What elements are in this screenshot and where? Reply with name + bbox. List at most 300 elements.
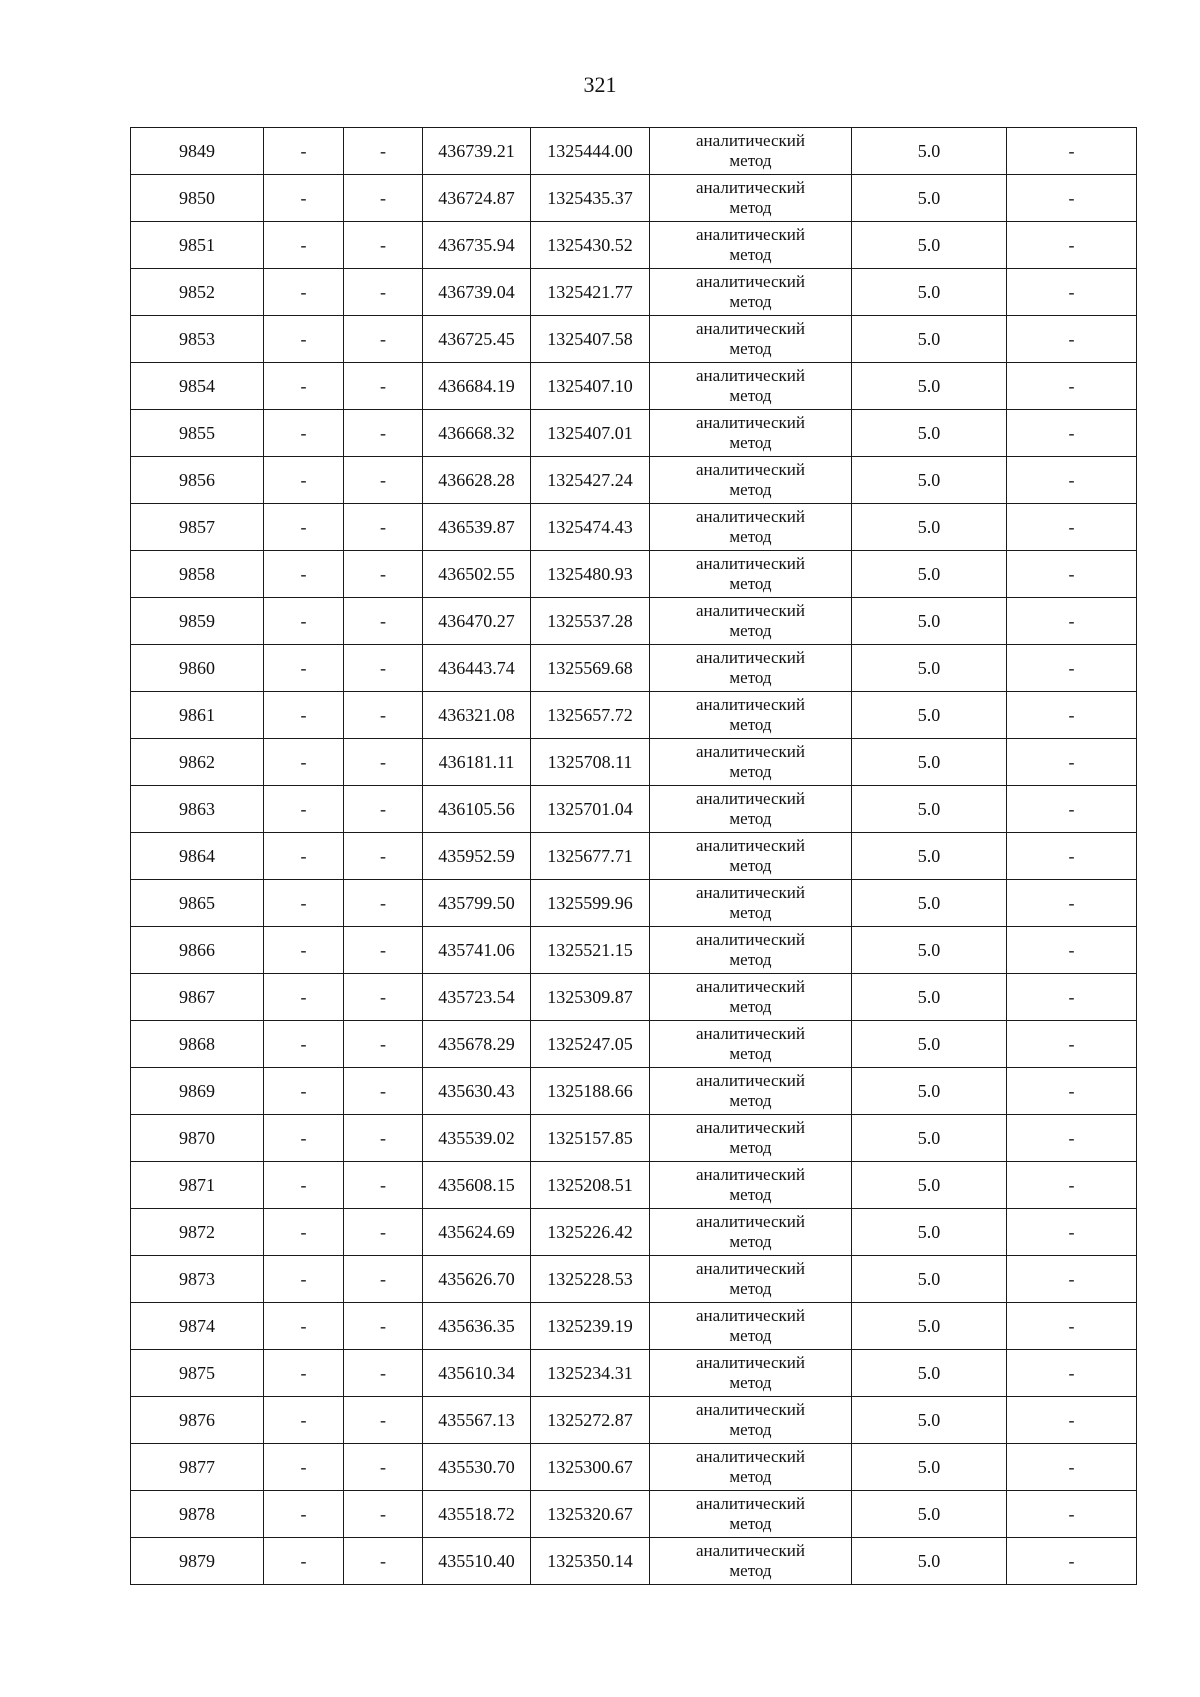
accuracy-cell: 5.0 (852, 739, 1007, 786)
method-cell (650, 833, 852, 880)
table-row (131, 1350, 1137, 1397)
method-cell (650, 1115, 852, 1162)
column-3-cell: - (344, 128, 423, 175)
x-coordinate-cell: 436181.11 (423, 739, 531, 786)
column-8-cell: - (1007, 786, 1137, 833)
method-text-line: метод (729, 292, 772, 311)
table-row (131, 833, 1137, 880)
method-cell (650, 551, 852, 598)
y-coordinate-cell: 1325537.28 (531, 598, 650, 645)
y-coordinate-cell: 1325708.11 (531, 739, 650, 786)
method-cell (650, 1444, 852, 1491)
point-number-cell: 9857 (131, 504, 264, 551)
method-cell (650, 128, 852, 175)
method-text-line: аналитический (696, 836, 805, 855)
accuracy-cell: 5.0 (852, 1491, 1007, 1538)
point-number-cell: 9869 (131, 1068, 264, 1115)
point-number-cell: 9854 (131, 363, 264, 410)
accuracy-cell: 5.0 (852, 316, 1007, 363)
y-coordinate-cell: 1325427.24 (531, 457, 650, 504)
table-row (131, 739, 1137, 786)
column-8-cell: - (1007, 128, 1137, 175)
x-coordinate-cell: 435518.72 (423, 1491, 531, 1538)
method-text-line: метод (729, 245, 772, 264)
column-8-cell: - (1007, 692, 1137, 739)
method-cell (650, 1162, 852, 1209)
y-coordinate-cell: 1325350.14 (531, 1538, 650, 1585)
y-coordinate-cell: 1325320.67 (531, 1491, 650, 1538)
y-coordinate-cell: 1325157.85 (531, 1115, 650, 1162)
column-3-cell: - (344, 457, 423, 504)
column-2-cell: - (264, 645, 344, 692)
accuracy-cell: 5.0 (852, 1350, 1007, 1397)
column-8-cell: - (1007, 739, 1137, 786)
x-coordinate-cell: 435952.59 (423, 833, 531, 880)
table-row (131, 363, 1137, 410)
column-3-cell: - (344, 927, 423, 974)
accuracy-cell: 5.0 (852, 1444, 1007, 1491)
method-text-line: метод (729, 1514, 772, 1533)
accuracy-cell: 5.0 (852, 1397, 1007, 1444)
y-coordinate-cell: 1325247.05 (531, 1021, 650, 1068)
column-3-cell: - (344, 645, 423, 692)
method-text-line: метод (729, 1091, 772, 1110)
table-body (131, 128, 1137, 1585)
method-text-line: аналитический (696, 178, 805, 197)
table-row (131, 786, 1137, 833)
accuracy-cell: 5.0 (852, 833, 1007, 880)
method-text-line: метод (729, 1185, 772, 1204)
column-3-cell: - (344, 1209, 423, 1256)
method-text-line: метод (729, 151, 772, 170)
accuracy-cell: 5.0 (852, 1115, 1007, 1162)
table-row (131, 1021, 1137, 1068)
method-text-line: аналитический (696, 1306, 805, 1325)
method-cell (650, 927, 852, 974)
method-cell (650, 504, 852, 551)
method-text-line: метод (729, 1279, 772, 1298)
method-cell (650, 1491, 852, 1538)
accuracy-cell: 5.0 (852, 692, 1007, 739)
x-coordinate-cell: 435624.69 (423, 1209, 531, 1256)
column-2-cell: - (264, 1491, 344, 1538)
method-text-line: метод (729, 809, 772, 828)
point-number-cell: 9870 (131, 1115, 264, 1162)
point-number-cell: 9852 (131, 269, 264, 316)
y-coordinate-cell: 1325239.19 (531, 1303, 650, 1350)
column-8-cell: - (1007, 1491, 1137, 1538)
method-text-line: аналитический (696, 1118, 805, 1137)
table-row (131, 1256, 1137, 1303)
y-coordinate-cell: 1325474.43 (531, 504, 650, 551)
column-8-cell: - (1007, 927, 1137, 974)
column-8-cell: - (1007, 1021, 1137, 1068)
column-3-cell: - (344, 551, 423, 598)
method-text-line: метод (729, 950, 772, 969)
method-text-line: аналитический (696, 601, 805, 620)
column-3-cell: - (344, 316, 423, 363)
accuracy-cell: 5.0 (852, 598, 1007, 645)
y-coordinate-cell: 1325188.66 (531, 1068, 650, 1115)
point-number-cell: 9877 (131, 1444, 264, 1491)
column-2-cell: - (264, 128, 344, 175)
y-coordinate-cell: 1325430.52 (531, 222, 650, 269)
method-text-line: аналитический (696, 319, 805, 338)
method-cell (650, 1303, 852, 1350)
column-2-cell: - (264, 504, 344, 551)
column-8-cell: - (1007, 1162, 1137, 1209)
table-row (131, 222, 1137, 269)
column-2-cell: - (264, 1444, 344, 1491)
accuracy-cell: 5.0 (852, 927, 1007, 974)
column-8-cell: - (1007, 598, 1137, 645)
method-text-line: аналитический (696, 413, 805, 432)
y-coordinate-cell: 1325435.37 (531, 175, 650, 222)
column-2-cell: - (264, 974, 344, 1021)
point-number-cell: 9864 (131, 833, 264, 880)
table-row (131, 551, 1137, 598)
method-text-line: аналитический (696, 789, 805, 808)
table-row (131, 645, 1137, 692)
point-number-cell: 9860 (131, 645, 264, 692)
table-row (131, 598, 1137, 645)
table-row (131, 175, 1137, 222)
accuracy-cell: 5.0 (852, 504, 1007, 551)
y-coordinate-cell: 1325701.04 (531, 786, 650, 833)
accuracy-cell: 5.0 (852, 1256, 1007, 1303)
column-8-cell: - (1007, 504, 1137, 551)
method-cell (650, 1350, 852, 1397)
column-8-cell: - (1007, 1350, 1137, 1397)
point-number-cell: 9878 (131, 1491, 264, 1538)
point-number-cell: 9879 (131, 1538, 264, 1585)
method-text-line: метод (729, 1044, 772, 1063)
column-3-cell: - (344, 1491, 423, 1538)
x-coordinate-cell: 435567.13 (423, 1397, 531, 1444)
method-text-line: аналитический (696, 930, 805, 949)
column-3-cell: - (344, 1115, 423, 1162)
y-coordinate-cell: 1325444.00 (531, 128, 650, 175)
y-coordinate-cell: 1325407.10 (531, 363, 650, 410)
column-8-cell: - (1007, 1444, 1137, 1491)
point-number-cell: 9859 (131, 598, 264, 645)
x-coordinate-cell: 435630.43 (423, 1068, 531, 1115)
column-2-cell: - (264, 1068, 344, 1115)
table-row (131, 1162, 1137, 1209)
point-number-cell: 9868 (131, 1021, 264, 1068)
column-8-cell: - (1007, 1538, 1137, 1585)
column-8-cell: - (1007, 457, 1137, 504)
x-coordinate-cell: 436725.45 (423, 316, 531, 363)
method-text-line: аналитический (696, 460, 805, 479)
method-text-line: аналитический (696, 695, 805, 714)
method-text-line: аналитический (696, 1494, 805, 1513)
point-number-cell: 9849 (131, 128, 264, 175)
table-row (131, 1491, 1137, 1538)
x-coordinate-cell: 436321.08 (423, 692, 531, 739)
column-8-cell: - (1007, 175, 1137, 222)
point-number-cell: 9875 (131, 1350, 264, 1397)
method-text-line: метод (729, 527, 772, 546)
method-text-line: метод (729, 715, 772, 734)
point-number-cell: 9865 (131, 880, 264, 927)
method-text-line: метод (729, 621, 772, 640)
point-number-cell: 9873 (131, 1256, 264, 1303)
table-row (131, 1397, 1137, 1444)
method-cell (650, 175, 852, 222)
accuracy-cell: 5.0 (852, 1303, 1007, 1350)
column-8-cell: - (1007, 1209, 1137, 1256)
y-coordinate-cell: 1325599.96 (531, 880, 650, 927)
method-text-line: аналитический (696, 225, 805, 244)
method-text-line: метод (729, 668, 772, 687)
method-cell (650, 739, 852, 786)
column-2-cell: - (264, 1350, 344, 1397)
method-cell (650, 1068, 852, 1115)
point-number-cell: 9856 (131, 457, 264, 504)
accuracy-cell: 5.0 (852, 363, 1007, 410)
accuracy-cell: 5.0 (852, 786, 1007, 833)
method-text-line: метод (729, 1373, 772, 1392)
column-8-cell: - (1007, 316, 1137, 363)
x-coordinate-cell: 436443.74 (423, 645, 531, 692)
column-3-cell: - (344, 692, 423, 739)
column-2-cell: - (264, 222, 344, 269)
x-coordinate-cell: 435539.02 (423, 1115, 531, 1162)
method-cell (650, 269, 852, 316)
column-3-cell: - (344, 1444, 423, 1491)
column-8-cell: - (1007, 269, 1137, 316)
method-text-line: метод (729, 997, 772, 1016)
method-cell (650, 692, 852, 739)
column-3-cell: - (344, 1303, 423, 1350)
column-3-cell: - (344, 880, 423, 927)
column-3-cell: - (344, 1397, 423, 1444)
table-row (131, 1209, 1137, 1256)
column-8-cell: - (1007, 833, 1137, 880)
point-number-cell: 9871 (131, 1162, 264, 1209)
accuracy-cell: 5.0 (852, 222, 1007, 269)
method-text-line: метод (729, 386, 772, 405)
method-text-line: аналитический (696, 1165, 805, 1184)
method-text-line: аналитический (696, 1400, 805, 1419)
table-row (131, 410, 1137, 457)
column-8-cell: - (1007, 363, 1137, 410)
method-cell (650, 1021, 852, 1068)
point-number-cell: 9850 (131, 175, 264, 222)
y-coordinate-cell: 1325569.68 (531, 645, 650, 692)
method-text-line: метод (729, 574, 772, 593)
table-row (131, 1068, 1137, 1115)
column-2-cell: - (264, 457, 344, 504)
method-text-line: аналитический (696, 507, 805, 526)
column-2-cell: - (264, 1115, 344, 1162)
x-coordinate-cell: 436105.56 (423, 786, 531, 833)
point-number-cell: 9851 (131, 222, 264, 269)
x-coordinate-cell: 436724.87 (423, 175, 531, 222)
column-3-cell: - (344, 1350, 423, 1397)
column-3-cell: - (344, 786, 423, 833)
column-2-cell: - (264, 598, 344, 645)
column-8-cell: - (1007, 880, 1137, 927)
method-text-line: аналитический (696, 1353, 805, 1372)
table-row (131, 1303, 1137, 1350)
column-8-cell: - (1007, 410, 1137, 457)
method-text-line: аналитический (696, 1447, 805, 1466)
method-cell (650, 1538, 852, 1585)
method-text-line: аналитический (696, 742, 805, 761)
column-3-cell: - (344, 504, 423, 551)
column-2-cell: - (264, 1021, 344, 1068)
method-cell (650, 974, 852, 1021)
point-number-cell: 9867 (131, 974, 264, 1021)
x-coordinate-cell: 436539.87 (423, 504, 531, 551)
accuracy-cell: 5.0 (852, 645, 1007, 692)
x-coordinate-cell: 435610.34 (423, 1350, 531, 1397)
y-coordinate-cell: 1325228.53 (531, 1256, 650, 1303)
column-3-cell: - (344, 363, 423, 410)
column-2-cell: - (264, 551, 344, 598)
column-3-cell: - (344, 598, 423, 645)
method-text-line: аналитический (696, 366, 805, 385)
method-text-line: аналитический (696, 131, 805, 150)
method-cell (650, 645, 852, 692)
accuracy-cell: 5.0 (852, 175, 1007, 222)
column-2-cell: - (264, 1397, 344, 1444)
method-text-line: метод (729, 856, 772, 875)
point-number-cell: 9862 (131, 739, 264, 786)
column-3-cell: - (344, 1068, 423, 1115)
method-cell (650, 363, 852, 410)
page-number: 321 (583, 72, 617, 97)
point-number-cell: 9874 (131, 1303, 264, 1350)
x-coordinate-cell: 436628.28 (423, 457, 531, 504)
table-row (131, 1538, 1137, 1585)
column-8-cell: - (1007, 1068, 1137, 1115)
method-text-line: метод (729, 1420, 772, 1439)
point-number-cell: 9866 (131, 927, 264, 974)
table-row (131, 1115, 1137, 1162)
table-row (131, 316, 1137, 363)
column-2-cell: - (264, 175, 344, 222)
coordinates-table (130, 127, 1137, 1585)
y-coordinate-cell: 1325407.58 (531, 316, 650, 363)
method-text-line: аналитический (696, 1259, 805, 1278)
x-coordinate-cell: 436470.27 (423, 598, 531, 645)
table-row (131, 269, 1137, 316)
column-3-cell: - (344, 410, 423, 457)
column-8-cell: - (1007, 1303, 1137, 1350)
column-3-cell: - (344, 1021, 423, 1068)
method-cell (650, 316, 852, 363)
accuracy-cell: 5.0 (852, 410, 1007, 457)
point-number-cell: 9861 (131, 692, 264, 739)
column-3-cell: - (344, 974, 423, 1021)
x-coordinate-cell: 435723.54 (423, 974, 531, 1021)
point-number-cell: 9863 (131, 786, 264, 833)
method-text-line: аналитический (696, 1071, 805, 1090)
method-text-line: метод (729, 1326, 772, 1345)
x-coordinate-cell: 436668.32 (423, 410, 531, 457)
column-2-cell: - (264, 880, 344, 927)
method-text-line: метод (729, 903, 772, 922)
method-cell (650, 598, 852, 645)
column-2-cell: - (264, 739, 344, 786)
accuracy-cell: 5.0 (852, 1068, 1007, 1115)
x-coordinate-cell: 435530.70 (423, 1444, 531, 1491)
method-text-line: метод (729, 1232, 772, 1251)
y-coordinate-cell: 1325226.42 (531, 1209, 650, 1256)
column-2-cell: - (264, 1256, 344, 1303)
method-text-line: метод (729, 1138, 772, 1157)
column-8-cell: - (1007, 1256, 1137, 1303)
method-cell (650, 880, 852, 927)
method-text-line: метод (729, 433, 772, 452)
column-2-cell: - (264, 1303, 344, 1350)
column-2-cell: - (264, 1538, 344, 1585)
method-cell (650, 410, 852, 457)
x-coordinate-cell: 436502.55 (423, 551, 531, 598)
column-2-cell: - (264, 692, 344, 739)
table-row (131, 692, 1137, 739)
table-row (131, 1444, 1137, 1491)
y-coordinate-cell: 1325480.93 (531, 551, 650, 598)
accuracy-cell: 5.0 (852, 1538, 1007, 1585)
column-2-cell: - (264, 927, 344, 974)
x-coordinate-cell: 436739.21 (423, 128, 531, 175)
x-coordinate-cell: 435510.40 (423, 1538, 531, 1585)
method-text-line: метод (729, 1561, 772, 1580)
column-3-cell: - (344, 833, 423, 880)
x-coordinate-cell: 435636.35 (423, 1303, 531, 1350)
column-2-cell: - (264, 786, 344, 833)
method-cell (650, 786, 852, 833)
y-coordinate-cell: 1325677.71 (531, 833, 650, 880)
y-coordinate-cell: 1325208.51 (531, 1162, 650, 1209)
table-row (131, 880, 1137, 927)
accuracy-cell: 5.0 (852, 974, 1007, 1021)
x-coordinate-cell: 436684.19 (423, 363, 531, 410)
accuracy-cell: 5.0 (852, 457, 1007, 504)
point-number-cell: 9876 (131, 1397, 264, 1444)
column-2-cell: - (264, 363, 344, 410)
y-coordinate-cell: 1325657.72 (531, 692, 650, 739)
method-text-line: аналитический (696, 977, 805, 996)
column-3-cell: - (344, 739, 423, 786)
accuracy-cell: 5.0 (852, 269, 1007, 316)
column-8-cell: - (1007, 974, 1137, 1021)
accuracy-cell: 5.0 (852, 880, 1007, 927)
column-2-cell: - (264, 316, 344, 363)
y-coordinate-cell: 1325407.01 (531, 410, 650, 457)
x-coordinate-cell: 435626.70 (423, 1256, 531, 1303)
table-row (131, 504, 1137, 551)
y-coordinate-cell: 1325300.67 (531, 1444, 650, 1491)
method-text-line: метод (729, 1467, 772, 1486)
y-coordinate-cell: 1325521.15 (531, 927, 650, 974)
method-text-line: метод (729, 762, 772, 781)
method-cell (650, 1209, 852, 1256)
accuracy-cell: 5.0 (852, 1209, 1007, 1256)
column-3-cell: - (344, 269, 423, 316)
point-number-cell: 9853 (131, 316, 264, 363)
column-8-cell: - (1007, 645, 1137, 692)
accuracy-cell: 5.0 (852, 128, 1007, 175)
method-text-line: метод (729, 480, 772, 499)
y-coordinate-cell: 1325234.31 (531, 1350, 650, 1397)
column-2-cell: - (264, 1209, 344, 1256)
column-2-cell: - (264, 410, 344, 457)
